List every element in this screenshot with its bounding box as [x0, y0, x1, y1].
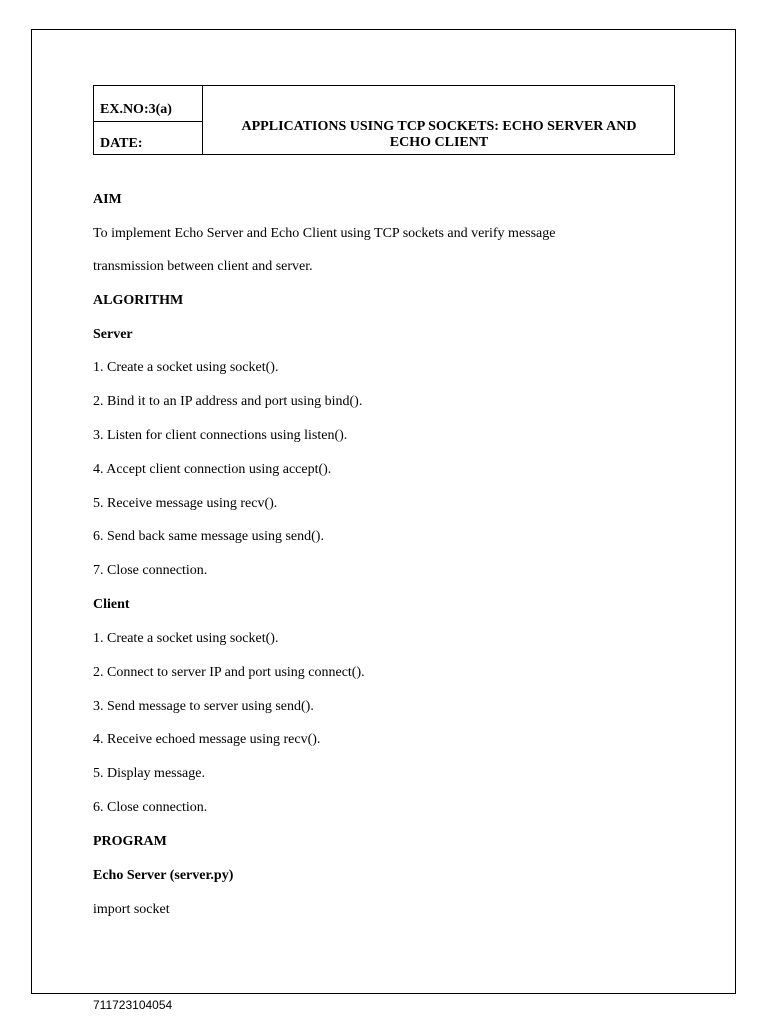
title-line-2: ECHO CLIENT [389, 135, 489, 150]
server-step: 6. Send back same message using send(). [93, 529, 324, 544]
aim-text-line-2: transmission between client and server. [93, 259, 313, 274]
program-heading: PROGRAM [93, 834, 167, 849]
footer-id: 711723104054 [93, 998, 173, 1012]
header-table [93, 85, 675, 155]
server-step: 3. Listen for client connections using listen(). [93, 428, 348, 443]
aim-text-line-1: To implement Echo Server and Echo Client using TCP sockets and verify message [93, 226, 556, 241]
aim-heading: AIM [93, 192, 122, 207]
client-step: 4. Receive echoed message using recv(). [93, 732, 321, 747]
client-step: 1. Create a socket using socket(). [93, 631, 279, 646]
server-step: 7. Close connection. [93, 563, 208, 578]
client-step: 2. Connect to server IP and port using connect(). [93, 665, 365, 680]
server-file-heading: Echo Server (server.py) [93, 868, 234, 883]
header-cell-divider [94, 121, 203, 122]
document-title [209, 119, 669, 151]
server-heading: Server [93, 327, 133, 342]
server-step: 2. Bind it to an IP address and port using bind(). [93, 394, 363, 409]
title-line-1: APPLICATIONS USING TCP SOCKETS: ECHO SERVER AND [241, 119, 637, 134]
client-step: 3. Send message to server using send(). [93, 699, 314, 714]
exercise-number: EX.NO:3(a) [100, 102, 172, 117]
code-line: import socket [93, 902, 170, 917]
server-step: 1. Create a socket using socket(). [93, 360, 279, 375]
client-step: 6. Close connection. [93, 800, 208, 815]
server-step: 4. Accept client connection using accept(). [93, 462, 332, 477]
algorithm-heading: ALGORITHM [93, 293, 184, 308]
client-heading: Client [93, 597, 130, 612]
server-step: 5. Receive message using recv(). [93, 496, 278, 511]
date-label: DATE: [100, 136, 143, 151]
client-step: 5. Display message. [93, 766, 205, 781]
